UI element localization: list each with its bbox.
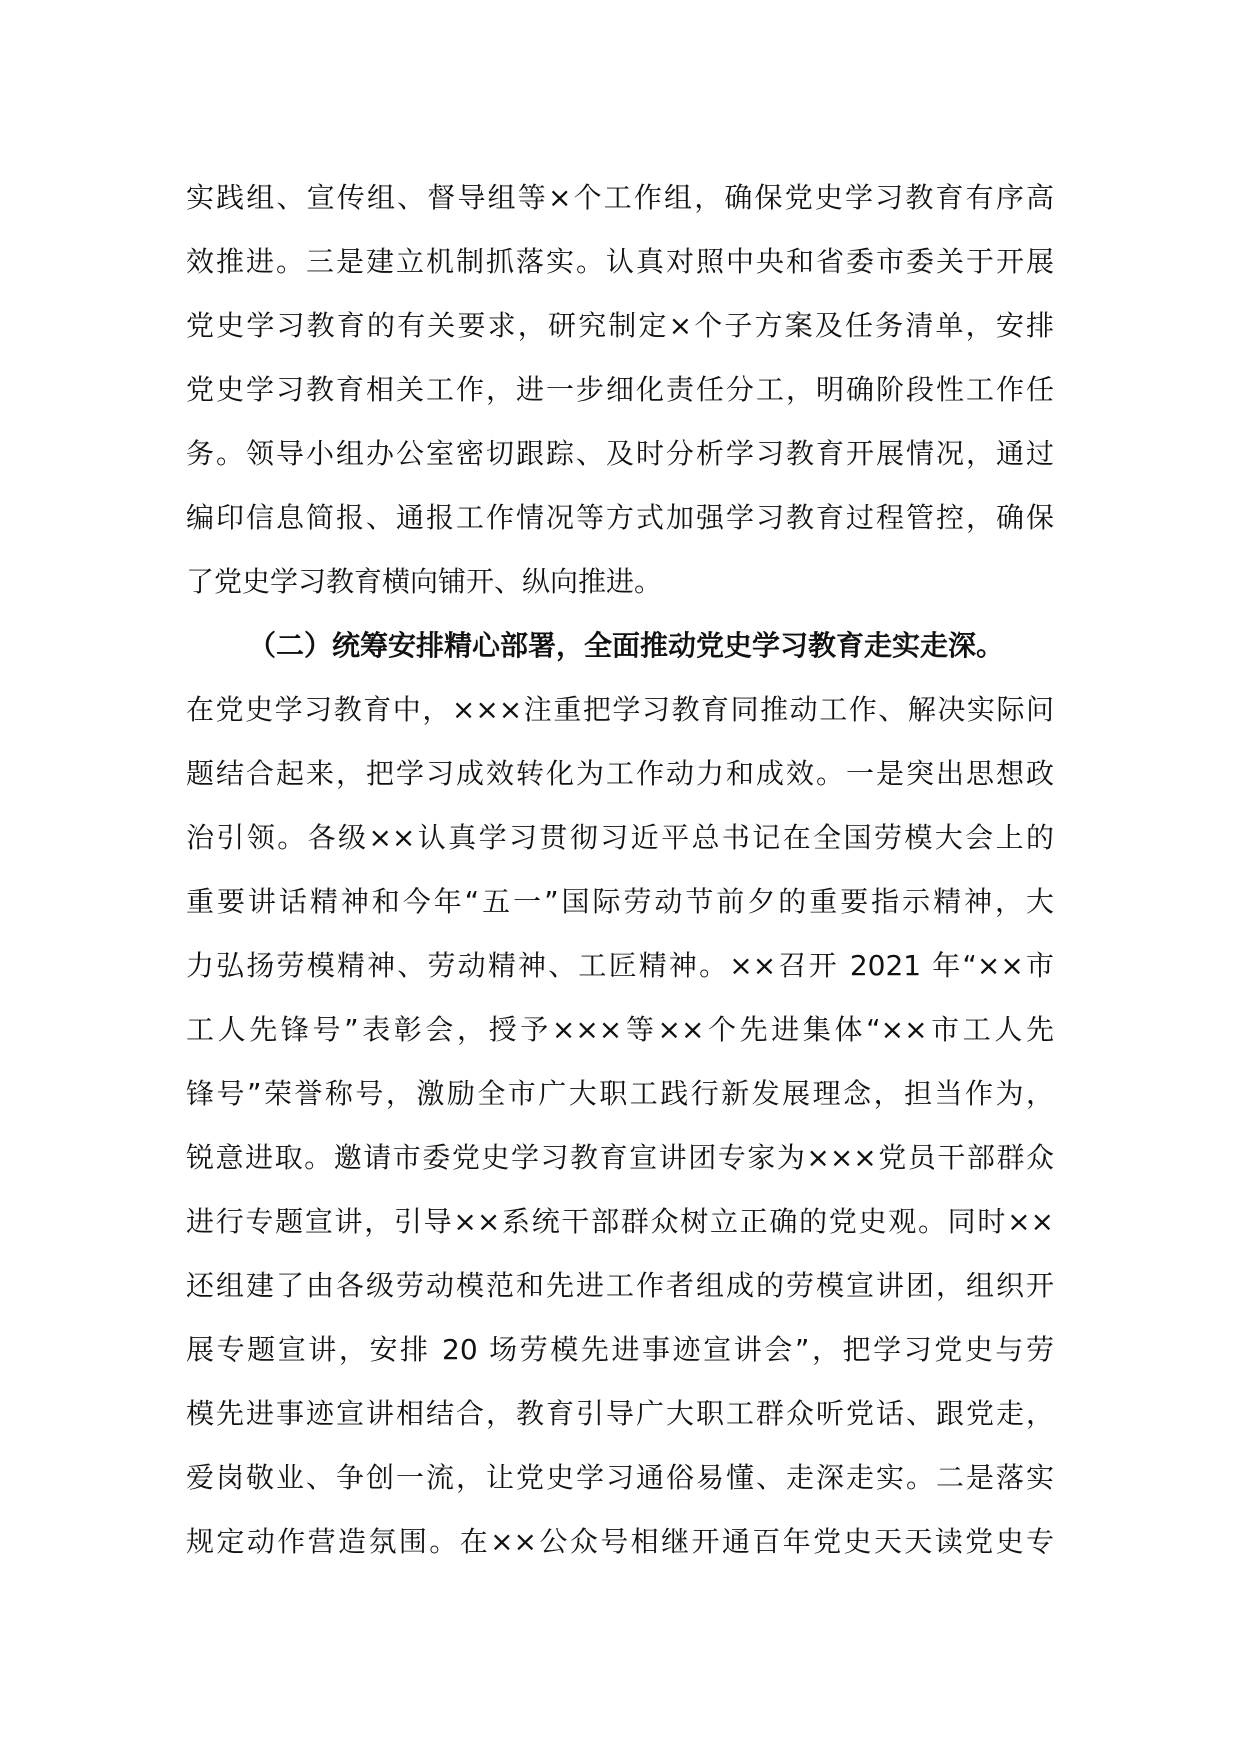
text-line: 效推进。三是建立机制抓落实。认真对照中央和省委市委关于开展 bbox=[186, 245, 1054, 278]
text-line: 锋号”荣誉称号，激励全市广大职工践行新发展理念，担当作为， bbox=[186, 1077, 1054, 1110]
text-line: 了党史学习教育横向铺开、纵向推进。 bbox=[186, 565, 663, 598]
text-line: 党史学习教育的有关要求，研究制定×个子方案及任务清单，安排 bbox=[186, 309, 1054, 342]
document-body bbox=[186, 166, 1054, 1574]
text-line: 在党史学习教育中，×××注重把学习教育同推动工作、解决实际问 bbox=[186, 693, 1054, 726]
text-line: 工人先锋号”表彰会，授予×××等××个先进集体“××市工人先 bbox=[186, 1013, 1054, 1046]
text-line: 模先进事迹宣讲相结合，教育引导广大职工群众听党话、跟党走， bbox=[186, 1397, 1054, 1430]
text-line: 题结合起来，把学习成效转化为工作动力和成效。一是突出思想政 bbox=[186, 757, 1054, 790]
text-line: 展专题宣讲，安排 20 场劳模先进事迹宣讲会”，把学习党史与劳 bbox=[186, 1333, 1054, 1366]
text-line: 力弘扬劳模精神、劳动精神、工匠精神。××召开 2021 年“××市 bbox=[186, 949, 1054, 982]
section-heading: （二）统筹安排精心部署，全面推动党史学习教育走实走深。 bbox=[248, 629, 1005, 662]
text-line: 锐意进取。邀请市委党史学习教育宣讲团专家为×××党员干部群众 bbox=[186, 1141, 1054, 1174]
text-line: 还组建了由各级劳动模范和先进工作者组成的劳模宣讲团，组织开 bbox=[186, 1269, 1054, 1302]
text-line: 党史学习教育相关工作，进一步细化责任分工，明确阶段性工作任 bbox=[186, 373, 1054, 406]
text-line: 实践组、宣传组、督导组等×个工作组，确保党史学习教育有序高 bbox=[186, 181, 1054, 214]
text-line: 规定动作营造氛围。在××公众号相继开通百年党史天天读党史专 bbox=[186, 1525, 1054, 1558]
text-line: 编印信息简报、通报工作情况等方式加强学习教育过程管控，确保 bbox=[186, 501, 1054, 534]
text-line: 治引领。各级××认真学习贯彻习近平总书记在全国劳模大会上的 bbox=[186, 821, 1054, 854]
text-line: 务。领导小组办公室密切跟踪、及时分析学习教育开展情况，通过 bbox=[186, 437, 1054, 470]
text-line: 爱岗敬业、争创一流，让党史学习通俗易懂、走深走实。二是落实 bbox=[186, 1461, 1054, 1494]
text-line: 进行专题宣讲，引导××系统干部群众树立正确的党史观。同时×× bbox=[186, 1205, 1054, 1238]
text-line: 重要讲话精神和今年“五一”国际劳动节前夕的重要指示精神，大 bbox=[186, 885, 1054, 918]
